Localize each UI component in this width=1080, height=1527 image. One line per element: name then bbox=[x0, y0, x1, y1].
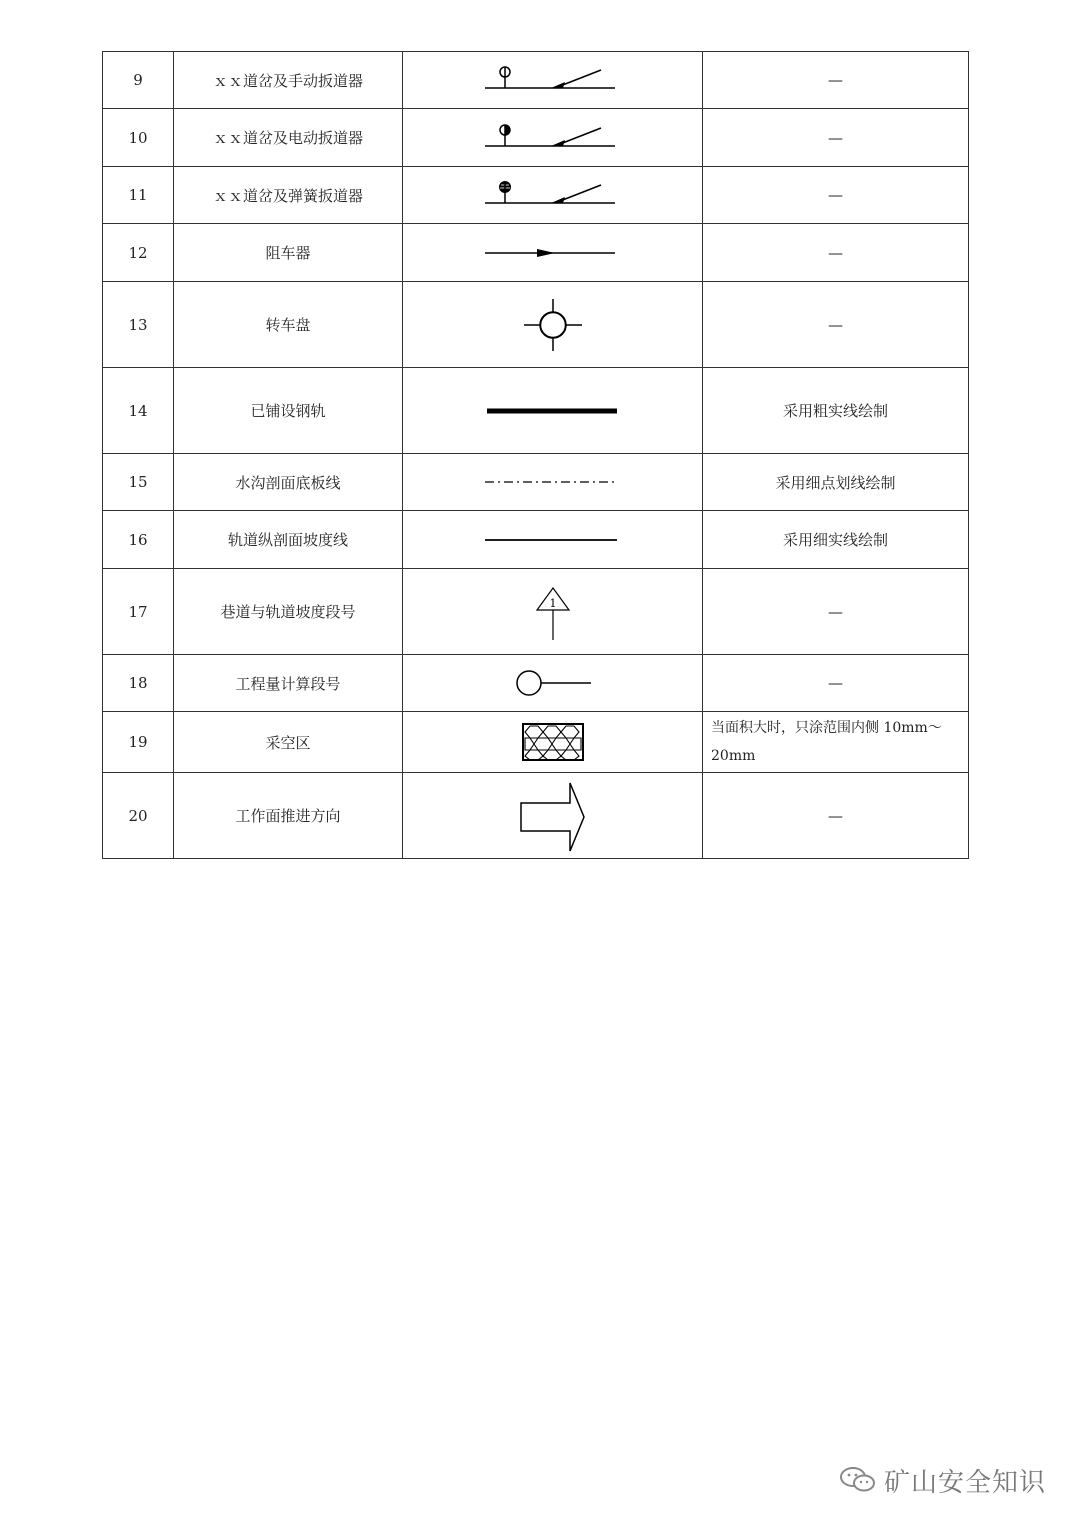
row-symbol bbox=[403, 454, 703, 511]
row-name: 工作面推进方向 bbox=[174, 773, 403, 859]
table-row bbox=[103, 109, 969, 167]
table-row bbox=[103, 511, 969, 569]
row-note: 采用细点划线绘制 bbox=[703, 454, 969, 511]
row-number: 12 bbox=[103, 224, 174, 282]
table-row bbox=[103, 167, 969, 224]
row-symbol bbox=[403, 282, 703, 368]
table-row bbox=[103, 712, 969, 773]
row-note: — bbox=[703, 773, 969, 859]
thin-line-icon bbox=[483, 535, 623, 545]
table-row bbox=[103, 52, 969, 109]
row-note: — bbox=[703, 109, 969, 167]
watermark-text: 矿山安全知识 bbox=[884, 1467, 1047, 1498]
row-number: 13 bbox=[103, 282, 174, 368]
row-note: — bbox=[703, 282, 969, 368]
row-symbol bbox=[403, 368, 703, 454]
table-row bbox=[103, 368, 969, 454]
row-name: 水沟剖面底板线 bbox=[174, 454, 403, 511]
row-symbol bbox=[403, 52, 703, 109]
table-row bbox=[103, 454, 969, 511]
turntable-icon bbox=[518, 297, 588, 353]
goaf-hatch-icon bbox=[521, 722, 585, 762]
row-number: 18 bbox=[103, 655, 174, 712]
row-number: 11 bbox=[103, 167, 174, 224]
row-symbol bbox=[403, 511, 703, 569]
circle-line-icon bbox=[513, 668, 593, 698]
row-name: 工程量计算段号 bbox=[174, 655, 403, 712]
row-number: 16 bbox=[103, 511, 174, 569]
row-note: — bbox=[703, 224, 969, 282]
thick-line-icon bbox=[483, 405, 623, 417]
advance-arrow-icon bbox=[518, 779, 588, 853]
row-symbol bbox=[403, 655, 703, 712]
row-symbol bbox=[403, 167, 703, 224]
row-note: — bbox=[703, 167, 969, 224]
row-note: — bbox=[703, 569, 969, 655]
row-number: 20 bbox=[103, 773, 174, 859]
row-symbol bbox=[403, 569, 703, 655]
row-name: 轨道纵剖面坡度线 bbox=[174, 511, 403, 569]
row-note: 当面积大时，只涂范围内侧 10mm～20mm bbox=[703, 712, 969, 773]
row-name: 阻车器 bbox=[174, 224, 403, 282]
row-symbol bbox=[403, 224, 703, 282]
grade-section-label: 1 bbox=[549, 596, 556, 610]
row-number: 10 bbox=[103, 109, 174, 167]
row-name: 转车盘 bbox=[174, 282, 403, 368]
row-name: ｘｘ道岔及电动扳道器 bbox=[174, 109, 403, 167]
table-row bbox=[103, 224, 969, 282]
car-stopper-icon bbox=[483, 243, 623, 263]
watermark bbox=[838, 1462, 1046, 1498]
row-number: 9 bbox=[103, 52, 174, 109]
switch-spring-icon bbox=[483, 177, 623, 213]
wechat-icon bbox=[838, 1465, 878, 1495]
table-row bbox=[103, 655, 969, 712]
row-note: — bbox=[703, 655, 969, 712]
symbol-legend-table bbox=[102, 51, 969, 859]
dash-dot-line-icon bbox=[483, 477, 623, 487]
table-row bbox=[103, 282, 969, 368]
row-symbol bbox=[403, 712, 703, 773]
row-name: ｘｘ道岔及弹簧扳道器 bbox=[174, 167, 403, 224]
row-note: 采用细实线绘制 bbox=[703, 511, 969, 569]
table-row bbox=[103, 569, 969, 655]
row-name: ｘｘ道岔及手动扳道器 bbox=[174, 52, 403, 109]
row-name: 巷道与轨道坡度段号 bbox=[174, 569, 403, 655]
row-symbol bbox=[403, 773, 703, 859]
row-number: 14 bbox=[103, 368, 174, 454]
switch-manual-icon bbox=[483, 62, 623, 98]
switch-electric-icon bbox=[483, 120, 623, 156]
row-note: — bbox=[703, 52, 969, 109]
row-note: 采用粗实线绘制 bbox=[703, 368, 969, 454]
row-name: 采空区 bbox=[174, 712, 403, 773]
row-number: 19 bbox=[103, 712, 174, 773]
table-row bbox=[103, 773, 969, 859]
grade-section-icon bbox=[528, 582, 578, 642]
row-number: 17 bbox=[103, 569, 174, 655]
row-number: 15 bbox=[103, 454, 174, 511]
row-symbol bbox=[403, 109, 703, 167]
row-name: 已铺设钢轨 bbox=[174, 368, 403, 454]
